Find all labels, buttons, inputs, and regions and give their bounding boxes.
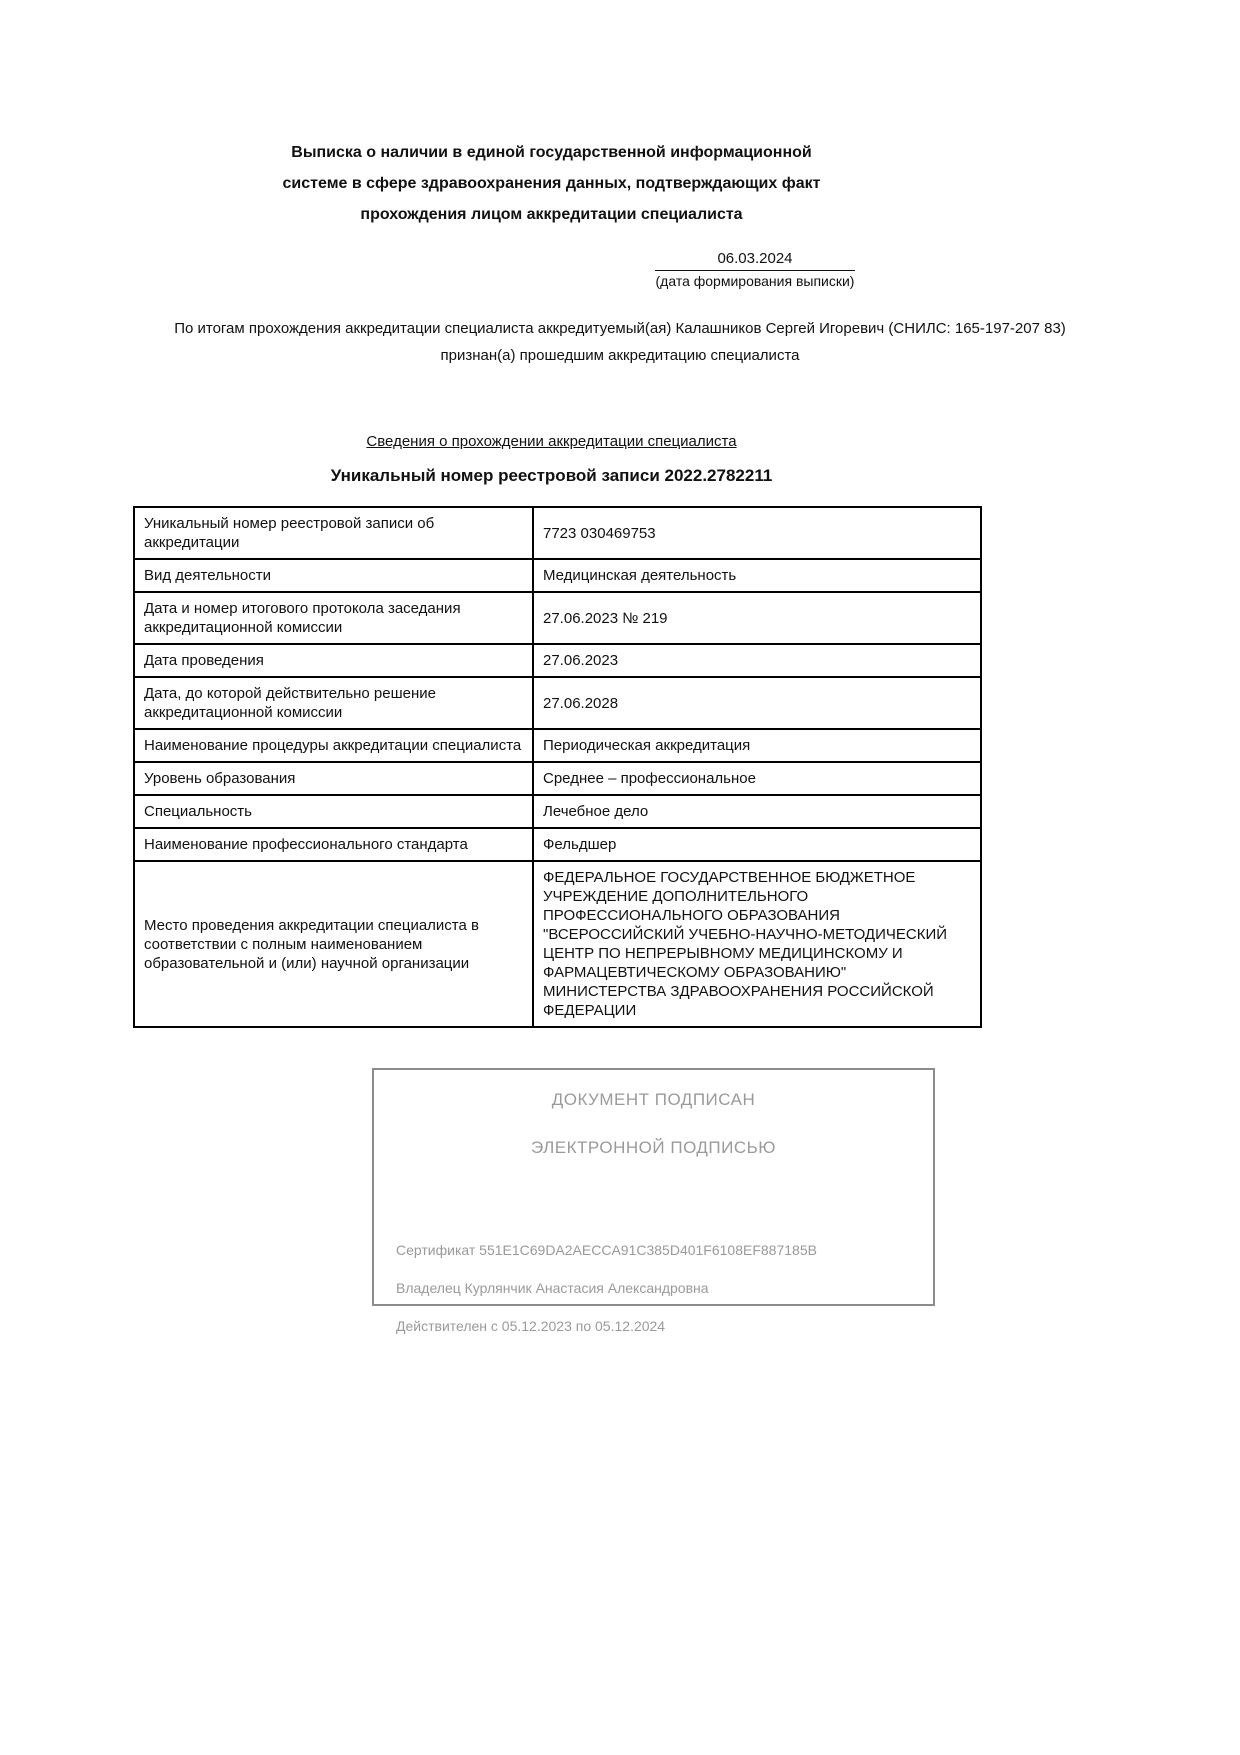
- extract-date-block: [655, 250, 855, 289]
- signature-title-line-1: ДОКУМЕНТ ПОДПИСАН: [551, 1090, 756, 1109]
- row-label: Специальность: [134, 795, 533, 828]
- section-heading: Сведения о прохождении аккредитации специалиста: [366, 433, 737, 450]
- signature-certificate: Сертификат 551E1C69DA2AECCA91C385D401F6108EF887185B: [396, 1242, 817, 1258]
- row-value: 27.06.2028: [533, 677, 981, 729]
- row-label: Наименование профессионального стандарта: [134, 828, 533, 861]
- table-row: [134, 861, 981, 1027]
- table-row: [134, 559, 981, 592]
- table-row: [134, 677, 981, 729]
- row-value: Фельдшер: [533, 828, 981, 861]
- row-label: Дата проведения: [134, 644, 533, 677]
- accreditation-details-table: [133, 506, 982, 1028]
- row-value: 7723 030469753: [533, 507, 981, 559]
- row-label: Место проведения аккредитации специалиста в соответствии с полным наименованием образовательной и (или) научной организации: [134, 861, 533, 1027]
- document-title-line-1: Выписка о наличии в единой государственной информационной: [291, 144, 812, 161]
- extract-date-value: 06.03.2024: [655, 250, 855, 271]
- row-value: Периодическая аккредитация: [533, 729, 981, 762]
- row-value: Среднее – профессиональное: [533, 762, 981, 795]
- table-row: [134, 729, 981, 762]
- table-row: [134, 644, 981, 677]
- row-label: Вид деятельности: [134, 559, 533, 592]
- table-row: [134, 795, 981, 828]
- table-row: [134, 507, 981, 559]
- row-label: Уникальный номер реестровой записи об аккредитации: [134, 507, 533, 559]
- table-row: [134, 592, 981, 644]
- registry-number-heading: Уникальный номер реестровой записи 2022.2782211: [330, 466, 773, 485]
- table-row: [134, 828, 981, 861]
- signature-title-line-2: ЭЛЕКТРОННОЙ ПОДПИСЬЮ: [531, 1138, 776, 1157]
- row-value: Лечебное дело: [533, 795, 981, 828]
- row-value: 27.06.2023 № 219: [533, 592, 981, 644]
- row-value: 27.06.2023: [533, 644, 981, 677]
- accreditation-result-line-1: По итогам прохождения аккредитации специалиста аккредитуемый(ая) Калашников Сергей Игоревич (СНИЛС: 165-197-207 83): [174, 320, 1066, 337]
- document-title-line-2: системе в сфере здравоохранения данных, подтверждающих факт: [282, 175, 821, 192]
- document-title-line-3: прохождения лицом аккредитации специалиста: [360, 206, 743, 223]
- extract-date-caption: (дата формирования выписки): [655, 273, 855, 289]
- electronic-signature-stamp: [372, 1068, 935, 1334]
- accreditation-result-line-2: признан(а) прошедшим аккредитацию специалиста: [440, 347, 800, 364]
- signature-owner: Владелец Курлянчик Анастасия Александровна: [396, 1280, 709, 1296]
- row-label: Уровень образования: [134, 762, 533, 795]
- accreditation-result-paragraph: [120, 315, 1120, 369]
- signature-spacer: [396, 1186, 911, 1220]
- row-label: Дата и номер итогового протокола заседания аккредитационной комиссии: [134, 592, 533, 644]
- row-value: Медицинская деятельность: [533, 559, 981, 592]
- table-row: [134, 762, 981, 795]
- signature-validity: Действителен с 05.12.2023 по 05.12.2024: [396, 1318, 666, 1334]
- row-label: Наименование процедуры аккредитации специалиста: [134, 729, 533, 762]
- row-value: ФЕДЕРАЛЬНОЕ ГОСУДАРСТВЕННОЕ БЮДЖЕТНОЕ УЧРЕЖДЕНИЕ ДОПОЛНИТЕЛЬНОГО ПРОФЕССИОНАЛЬНОГО ОБРАЗОВАНИЯ "ВСЕРОССИЙСКИЙ УЧЕБНО-НАУЧНО-МЕТОДИЧЕСКИЙ ЦЕНТР ПО НЕПРЕРЫВНОМУ МЕДИЦИНСКОМУ И ФАРМАЦЕВТИЧЕСКОМУ ОБРАЗОВАНИЮ" МИНИСТЕРСТВА ЗДРАВООХРАНЕНИЯ РОССИЙСКОЙ ФЕДЕРАЦИИ: [533, 861, 981, 1027]
- document-title: [133, 137, 970, 230]
- row-label: Дата, до которой действительно решение аккредитационной комиссии: [134, 677, 533, 729]
